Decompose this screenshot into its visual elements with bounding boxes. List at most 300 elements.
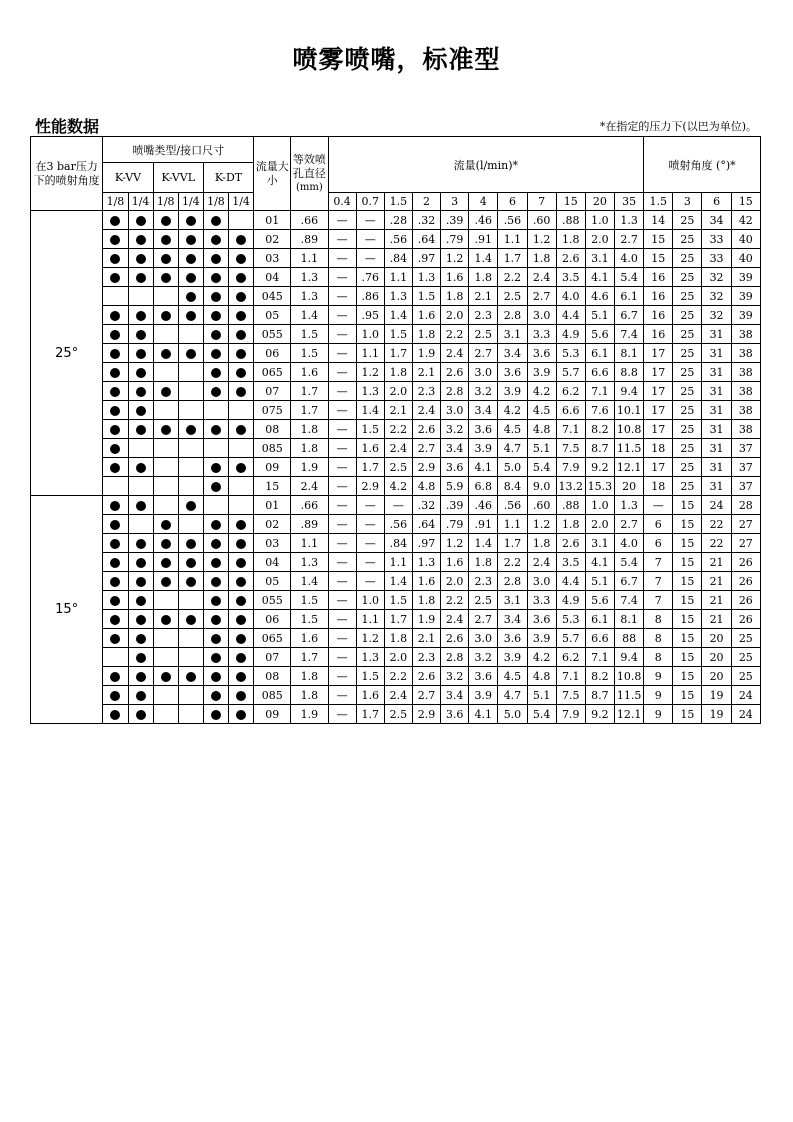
flow-value-cell: 6.2 <box>556 648 585 667</box>
section-title: 性能数据 <box>35 117 100 136</box>
flow-value-cell: 4.1 <box>585 553 614 572</box>
availability-cell <box>229 287 254 306</box>
availability-cell <box>103 591 128 610</box>
availability-dot-icon <box>110 425 120 435</box>
flow-value-cell: .46 <box>469 211 498 230</box>
flow-value-cell: 6.8 <box>469 477 498 496</box>
flow-size-cell: 02 <box>254 515 291 534</box>
flow-value-cell: 2.3 <box>412 382 440 401</box>
availability-cell <box>153 515 178 534</box>
flow-value-cell: 8.7 <box>585 439 614 458</box>
availability-cell <box>203 325 228 344</box>
angle-value-cell: 17 <box>644 401 673 420</box>
availability-dot-icon <box>161 349 171 359</box>
flow-value-cell: — <box>328 458 356 477</box>
angle-value-cell: 15 <box>644 230 673 249</box>
angle-value-cell: 31 <box>702 325 731 344</box>
availability-dot-icon <box>236 615 246 625</box>
availability-cell <box>203 268 228 287</box>
flow-value-cell: 5.0 <box>498 458 527 477</box>
angle-value-cell: — <box>644 496 673 515</box>
angle-value-cell: 38 <box>731 382 760 401</box>
angle-value-cell: 26 <box>731 610 760 629</box>
availability-cell <box>203 401 228 420</box>
angle-value-cell: 31 <box>702 477 731 496</box>
angle-value-cell: 31 <box>702 420 731 439</box>
orifice-diameter-cell: 1.8 <box>291 439 328 458</box>
availability-cell <box>103 287 128 306</box>
flow-value-cell: 3.5 <box>556 268 585 287</box>
flow-value-cell: 2.9 <box>356 477 384 496</box>
orifice-diameter-cell: 1.7 <box>291 648 328 667</box>
availability-dot-icon <box>110 254 120 264</box>
availability-cell <box>229 420 254 439</box>
flow-value-cell: 4.9 <box>556 325 585 344</box>
angle-value-cell: 15 <box>673 553 702 572</box>
availability-dot-icon <box>211 482 221 492</box>
availability-cell <box>128 439 153 458</box>
table-row <box>31 363 761 382</box>
flow-value-cell: .84 <box>384 249 412 268</box>
flow-value-cell: — <box>328 515 356 534</box>
availability-dot-icon <box>236 691 246 701</box>
availability-cell <box>229 363 254 382</box>
flow-value-cell: .86 <box>356 287 384 306</box>
angle-value-cell: 21 <box>702 591 731 610</box>
flow-value-cell: 1.7 <box>498 534 527 553</box>
flow-pressure-header: 3 <box>441 193 469 211</box>
availability-dot-icon <box>110 691 120 701</box>
angle-value-cell: 38 <box>731 363 760 382</box>
flow-value-cell: 5.4 <box>527 458 556 477</box>
flow-value-cell: .60 <box>527 211 556 230</box>
flow-value-cell: 2.6 <box>441 629 469 648</box>
flow-value-cell: 3.0 <box>469 363 498 382</box>
flow-value-cell: — <box>356 553 384 572</box>
availability-cell <box>153 401 178 420</box>
availability-cell <box>178 420 203 439</box>
flow-value-cell: 3.2 <box>441 667 469 686</box>
orifice-diameter-cell: 1.5 <box>291 610 328 629</box>
angle-value-cell: 26 <box>731 572 760 591</box>
angle-value-cell: 18 <box>644 477 673 496</box>
flow-value-cell: 2.3 <box>412 648 440 667</box>
angle-value-cell: 31 <box>702 363 731 382</box>
table-row <box>31 382 761 401</box>
availability-cell <box>128 249 153 268</box>
availability-dot-icon <box>211 292 221 302</box>
flow-value-cell: 4.8 <box>527 420 556 439</box>
availability-dot-icon <box>211 349 221 359</box>
availability-cell <box>203 610 228 629</box>
table-row <box>31 648 761 667</box>
flow-value-cell: 4.7 <box>498 686 527 705</box>
flow-size-cell: 065 <box>254 629 291 648</box>
availability-cell <box>178 591 203 610</box>
flow-pressure-header: 20 <box>585 193 614 211</box>
connection-size-header: 1/4 <box>128 193 153 211</box>
availability-cell <box>128 591 153 610</box>
angle-value-cell: 15 <box>673 686 702 705</box>
angle-value-cell: 15 <box>673 515 702 534</box>
availability-cell <box>178 477 203 496</box>
orifice-diameter-cell: 1.8 <box>291 667 328 686</box>
flow-value-cell: — <box>328 325 356 344</box>
angle-value-cell: 27 <box>731 515 760 534</box>
availability-dot-icon <box>136 615 146 625</box>
availability-dot-icon <box>136 634 146 644</box>
availability-cell <box>153 553 178 572</box>
availability-dot-icon <box>161 425 171 435</box>
flow-value-cell: 4.6 <box>585 287 614 306</box>
availability-dot-icon <box>186 558 196 568</box>
angle-value-cell: 27 <box>731 534 760 553</box>
flow-value-cell: 1.2 <box>356 629 384 648</box>
angle-value-cell: 15 <box>673 648 702 667</box>
angle-value-cell: 17 <box>644 363 673 382</box>
availability-dot-icon <box>236 330 246 340</box>
availability-dot-icon <box>211 577 221 587</box>
availability-dot-icon <box>110 634 120 644</box>
availability-cell <box>203 363 228 382</box>
availability-cell <box>203 686 228 705</box>
flow-value-cell: 1.9 <box>412 344 440 363</box>
orifice-diameter-cell: .89 <box>291 515 328 534</box>
orifice-diameter-cell: 1.4 <box>291 306 328 325</box>
connection-size-header: 1/4 <box>178 193 203 211</box>
availability-cell <box>128 306 153 325</box>
flow-size-cell: 03 <box>254 534 291 553</box>
flow-value-cell: 9.4 <box>614 648 643 667</box>
orifice-diameter-cell: .66 <box>291 496 328 515</box>
angle-value-cell: 17 <box>644 420 673 439</box>
availability-cell <box>153 610 178 629</box>
flow-value-cell: 2.7 <box>527 287 556 306</box>
type-header-k-dt: K-DT <box>203 163 253 193</box>
flow-value-cell: 4.1 <box>469 458 498 477</box>
availability-dot-icon <box>110 349 120 359</box>
flow-value-cell: 6.7 <box>614 306 643 325</box>
flow-value-cell: 2.4 <box>384 686 412 705</box>
availability-cell <box>153 629 178 648</box>
flow-value-cell: 1.0 <box>585 496 614 515</box>
table-row <box>31 306 761 325</box>
flow-value-cell: 1.2 <box>441 249 469 268</box>
angle-value-cell: 8 <box>644 648 673 667</box>
flow-value-cell: — <box>328 249 356 268</box>
flow-value-cell: 5.9 <box>441 477 469 496</box>
table-row <box>31 667 761 686</box>
availability-dot-icon <box>136 368 146 378</box>
availability-cell <box>103 610 128 629</box>
flow-value-cell: — <box>356 534 384 553</box>
flow-value-cell: 6.1 <box>585 344 614 363</box>
flow-size-cell: 045 <box>254 287 291 306</box>
flow-value-cell: 2.3 <box>469 572 498 591</box>
availability-dot-icon <box>211 691 221 701</box>
flow-value-cell: 2.2 <box>498 268 527 287</box>
availability-dot-icon <box>136 539 146 549</box>
flow-value-cell: 2.7 <box>469 610 498 629</box>
orifice-diameter-cell: 1.7 <box>291 382 328 401</box>
flow-value-cell: 2.5 <box>469 591 498 610</box>
orifice-diameter-cell: 2.4 <box>291 477 328 496</box>
flow-value-cell: 1.1 <box>498 515 527 534</box>
availability-cell <box>203 591 228 610</box>
angle-pressure-header: 3 <box>673 193 702 211</box>
flow-value-cell: 3.4 <box>498 610 527 629</box>
angle-value-cell: 16 <box>644 325 673 344</box>
flow-pressure-header: 0.4 <box>328 193 356 211</box>
availability-dot-icon <box>110 216 120 226</box>
availability-dot-icon <box>136 387 146 397</box>
flow-value-cell: — <box>384 496 412 515</box>
availability-cell <box>103 344 128 363</box>
type-header-k-vvl: K-VVL <box>153 163 203 193</box>
flow-value-cell: 3.6 <box>441 705 469 724</box>
availability-cell <box>153 420 178 439</box>
flow-value-cell: 1.1 <box>384 553 412 572</box>
table-row <box>31 515 761 534</box>
flow-value-cell: 6.2 <box>556 382 585 401</box>
flow-value-cell: 1.8 <box>469 553 498 572</box>
availability-dot-icon <box>186 311 196 321</box>
flow-value-cell: 1.7 <box>384 344 412 363</box>
orifice-unit: (mm) <box>296 181 323 193</box>
availability-dot-icon <box>236 368 246 378</box>
flow-pressure-header: 0.7 <box>356 193 384 211</box>
availability-dot-icon <box>161 311 171 321</box>
flow-value-cell: — <box>328 686 356 705</box>
availability-cell <box>103 420 128 439</box>
availability-cell <box>178 249 203 268</box>
angle-value-cell: 24 <box>702 496 731 515</box>
flow-value-cell: .32 <box>412 211 440 230</box>
availability-cell <box>153 667 178 686</box>
table-row <box>31 401 761 420</box>
flow-pressure-header: 6 <box>498 193 527 211</box>
flow-value-cell: 5.1 <box>527 686 556 705</box>
flow-value-cell: 4.7 <box>498 439 527 458</box>
angle-pressure-header: 1.5 <box>644 193 673 211</box>
angle-value-cell: 16 <box>644 287 673 306</box>
availability-cell <box>178 610 203 629</box>
flow-value-cell: 3.6 <box>527 344 556 363</box>
availability-cell <box>103 211 128 230</box>
flow-value-cell: 2.0 <box>384 382 412 401</box>
orifice-diameter-cell: 1.8 <box>291 686 328 705</box>
flow-value-cell: 2.4 <box>441 344 469 363</box>
availability-cell <box>103 230 128 249</box>
availability-cell <box>203 477 228 496</box>
angle-value-cell: 19 <box>702 686 731 705</box>
availability-cell <box>229 553 254 572</box>
flow-value-cell: 1.1 <box>356 610 384 629</box>
availability-cell <box>203 344 228 363</box>
flow-value-cell: 1.1 <box>356 344 384 363</box>
flow-value-cell: 3.9 <box>469 439 498 458</box>
availability-dot-icon <box>186 577 196 587</box>
flow-value-cell: 3.9 <box>498 382 527 401</box>
availability-dot-icon <box>136 330 146 340</box>
angle-pressure-header: 15 <box>731 193 760 211</box>
flow-value-cell: — <box>328 306 356 325</box>
flow-value-cell: 1.8 <box>556 515 585 534</box>
availability-dot-icon <box>211 463 221 473</box>
availability-cell <box>103 572 128 591</box>
availability-dot-icon <box>110 235 120 245</box>
flow-value-cell: 6.6 <box>585 363 614 382</box>
angle-value-cell: 15 <box>644 249 673 268</box>
flow-value-cell: — <box>328 439 356 458</box>
flow-value-cell: 4.9 <box>556 591 585 610</box>
angle-value-cell: 21 <box>702 610 731 629</box>
angle-value-cell: 25 <box>673 230 702 249</box>
availability-cell <box>203 515 228 534</box>
availability-dot-icon <box>161 520 171 530</box>
flow-value-cell: 2.7 <box>412 439 440 458</box>
availability-cell <box>103 268 128 287</box>
availability-cell <box>153 705 178 724</box>
availability-cell <box>203 249 228 268</box>
flow-value-cell: — <box>356 249 384 268</box>
angle-value-cell: 9 <box>644 686 673 705</box>
flow-size-header: 流量大小 <box>254 137 291 211</box>
flow-value-cell: 3.1 <box>585 249 614 268</box>
availability-dot-icon <box>236 539 246 549</box>
flow-value-cell: 3.6 <box>498 629 527 648</box>
table-row <box>31 629 761 648</box>
availability-dot-icon <box>236 520 246 530</box>
availability-dot-icon <box>211 615 221 625</box>
flow-value-cell: 2.2 <box>441 591 469 610</box>
flow-value-cell: .39 <box>441 496 469 515</box>
availability-dot-icon <box>161 273 171 283</box>
availability-dot-icon <box>211 387 221 397</box>
angle-value-cell: 42 <box>731 211 760 230</box>
flow-value-cell: 8.1 <box>614 344 643 363</box>
angle-value-cell: 25 <box>673 268 702 287</box>
flow-value-cell: .28 <box>384 211 412 230</box>
flow-value-cell: 2.1 <box>412 629 440 648</box>
flow-value-cell: 5.1 <box>527 439 556 458</box>
availability-cell <box>229 534 254 553</box>
angle-value-cell: 9 <box>644 705 673 724</box>
availability-dot-icon <box>186 235 196 245</box>
orifice-diameter-cell: .66 <box>291 211 328 230</box>
availability-dot-icon <box>211 596 221 606</box>
flow-value-cell: 1.6 <box>412 306 440 325</box>
flow-pressure-header: 4 <box>469 193 498 211</box>
availability-cell <box>103 249 128 268</box>
flow-value-cell: 1.8 <box>441 287 469 306</box>
flow-value-cell: .60 <box>527 496 556 515</box>
page-title: 喷雾喷嘴，标准型 <box>292 45 501 74</box>
flow-value-cell: 1.7 <box>498 249 527 268</box>
angle-value-cell: 21 <box>702 553 731 572</box>
flow-value-cell: 7.4 <box>614 591 643 610</box>
angle-value-cell: 15 <box>673 610 702 629</box>
flow-value-cell: .64 <box>412 515 440 534</box>
orifice-diameter-cell: 1.7 <box>291 401 328 420</box>
angle-value-cell: 26 <box>731 591 760 610</box>
orifice-diameter-cell: .89 <box>291 230 328 249</box>
flow-value-cell: .97 <box>412 534 440 553</box>
availability-dot-icon <box>186 672 196 682</box>
availability-cell <box>229 382 254 401</box>
availability-cell <box>229 496 254 515</box>
flow-size-cell: 075 <box>254 401 291 420</box>
availability-cell <box>103 458 128 477</box>
availability-cell <box>153 211 178 230</box>
flow-value-cell: 1.6 <box>356 686 384 705</box>
availability-cell <box>128 420 153 439</box>
flow-value-cell: 1.4 <box>469 534 498 553</box>
angle-value-cell: 25 <box>673 420 702 439</box>
orifice-diameter-cell: 1.8 <box>291 420 328 439</box>
availability-cell <box>103 629 128 648</box>
flow-value-cell: — <box>328 230 356 249</box>
angle-value-cell: 9 <box>644 667 673 686</box>
angle-value-cell: 37 <box>731 439 760 458</box>
flow-value-cell: 1.0 <box>356 325 384 344</box>
angle-value-cell: 28 <box>731 496 760 515</box>
availability-dot-icon <box>211 672 221 682</box>
flow-value-cell: 4.8 <box>527 667 556 686</box>
availability-dot-icon <box>236 710 246 720</box>
availability-cell <box>128 287 153 306</box>
availability-cell <box>128 610 153 629</box>
flow-value-cell: 1.3 <box>384 287 412 306</box>
flow-value-cell: 3.0 <box>469 629 498 648</box>
angle-value-cell: 33 <box>702 249 731 268</box>
flow-value-cell: 9.4 <box>614 382 643 401</box>
flow-value-cell: 2.4 <box>412 401 440 420</box>
availability-dot-icon <box>136 254 146 264</box>
availability-cell <box>153 344 178 363</box>
angle-value-cell: 15 <box>673 496 702 515</box>
availability-cell <box>103 401 128 420</box>
flow-value-cell: 2.0 <box>384 648 412 667</box>
availability-cell <box>103 439 128 458</box>
angle-pressure-header: 6 <box>702 193 731 211</box>
availability-cell <box>203 458 228 477</box>
flow-value-cell: .84 <box>384 534 412 553</box>
angle-value-cell: 20 <box>702 648 731 667</box>
availability-cell <box>229 268 254 287</box>
connection-size-header: 1/4 <box>229 193 254 211</box>
flow-value-cell: 1.1 <box>384 268 412 287</box>
availability-dot-icon <box>110 520 120 530</box>
availability-dot-icon <box>136 558 146 568</box>
availability-cell <box>103 667 128 686</box>
availability-cell <box>178 287 203 306</box>
availability-cell <box>229 344 254 363</box>
availability-cell <box>203 306 228 325</box>
angle-value-cell: 33 <box>702 230 731 249</box>
flow-value-cell: .97 <box>412 249 440 268</box>
angle-value-cell: 22 <box>702 515 731 534</box>
availability-cell <box>103 648 128 667</box>
flow-value-cell: 7.6 <box>585 401 614 420</box>
flow-value-cell: 1.9 <box>412 610 440 629</box>
flow-value-cell: 6.6 <box>556 401 585 420</box>
angle-value-cell: 39 <box>731 306 760 325</box>
availability-cell <box>103 382 128 401</box>
flow-value-cell: 20 <box>614 477 643 496</box>
flow-size-cell: 15 <box>254 477 291 496</box>
availability-dot-icon <box>136 311 146 321</box>
